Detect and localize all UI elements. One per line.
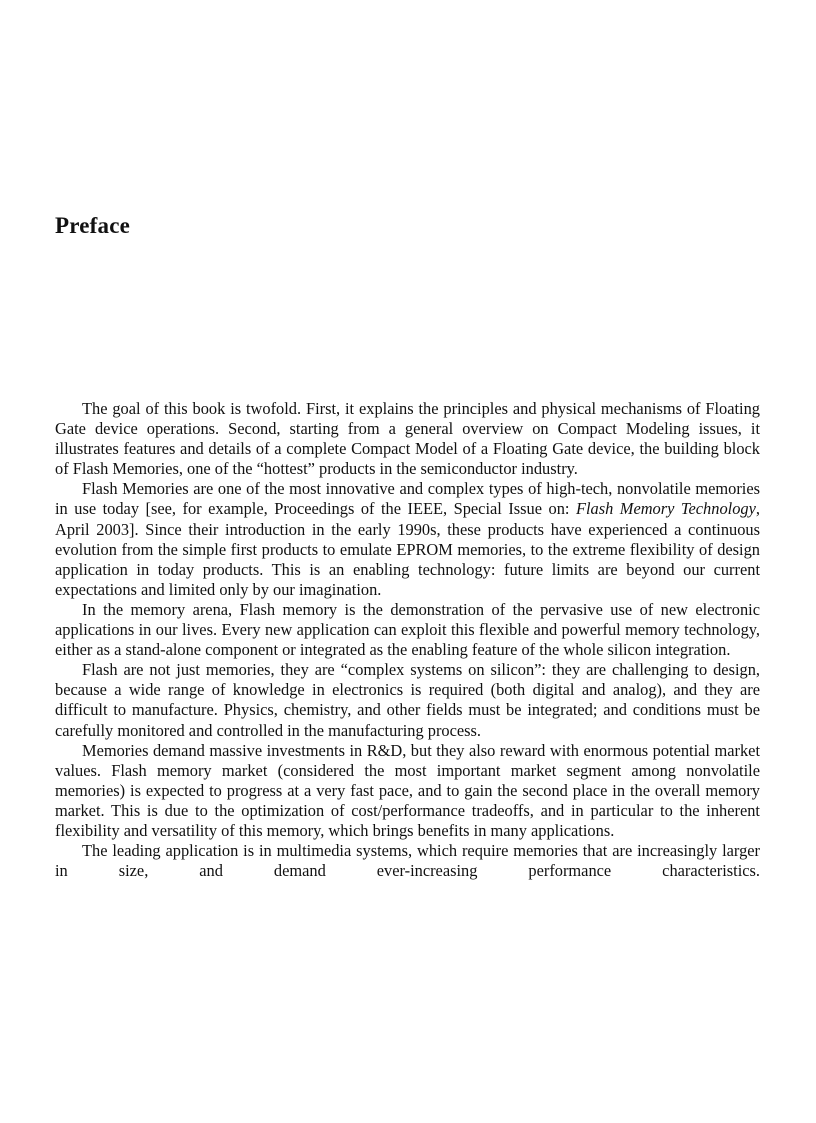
paragraph-applications: The leading application is in multimedia systems, which require memories that are increasingly larger in size, and demand ever-increasing performance characteristics. [55,841,760,881]
paragraph-market: Memories demand massive investments in R&D, but they also reward with enormous potential market values. Flash memory market (considered the most important market segment among nonvolatile memories) is expected to progress at a very fast pace, and to gain the second place in the overall memory market. This is due to the optimization of cost/performance tradeoffs, and in particular to the inherent flexibility and versatility of this memory, which brings benefits in many applications. [55,740,760,840]
paragraph-text-segment: , April 2003]. Since their introduction in the early 1990s, these products have experienced a continuous evolution from the simple first products to emulate EPROM memories, to the extreme flexibility of design application in today products. This is an enabling technology: future limits are beyond our current expectations and limited only by our imagination. [55,499,760,599]
paragraph-goal: The goal of this book is twofold. First, it explains the principles and physical mechanisms of Floating Gate device operations. Second, starting from a general overview on Compact Modeling issues, it illustrates features and details of a complete Compact Model of a Floating Gate device, the building block of Flash Memories, one of the “hottest” products in the semiconductor industry. [55,399,760,479]
paragraph-complex-systems: Flash are not just memories, they are “complex systems on silicon”: they are challenging to design, because a wide range of knowledge in electronics is required (both digital and analog), and they are difficult to manufacture. Physics, chemistry, and other fields must be integrated; and conditions must be carefully monitored and controlled in the manufacturing process. [55,660,760,740]
paragraph-flash-memories [55,479,760,600]
page-title: Preface [55,213,131,238]
preface-body [55,399,760,881]
emphasized-title: Flash Memory Technology [575,499,756,519]
paragraph-memory-arena: In the memory arena, Flash memory is the demonstration of the pervasive use of new electronic applications in our lives. Every new application can exploit this flexible and powerful memory technology, either as a stand-alone component or integrated as the enabling feature of the whole silicon integration. [55,599,760,660]
paragraph-text-segment: Flash Memories are one of the most innovative and complex types of high-tech, nonvolatile memories in use today [see, for example, Proceedings of the IEEE, Special Issue on: [55,479,760,519]
